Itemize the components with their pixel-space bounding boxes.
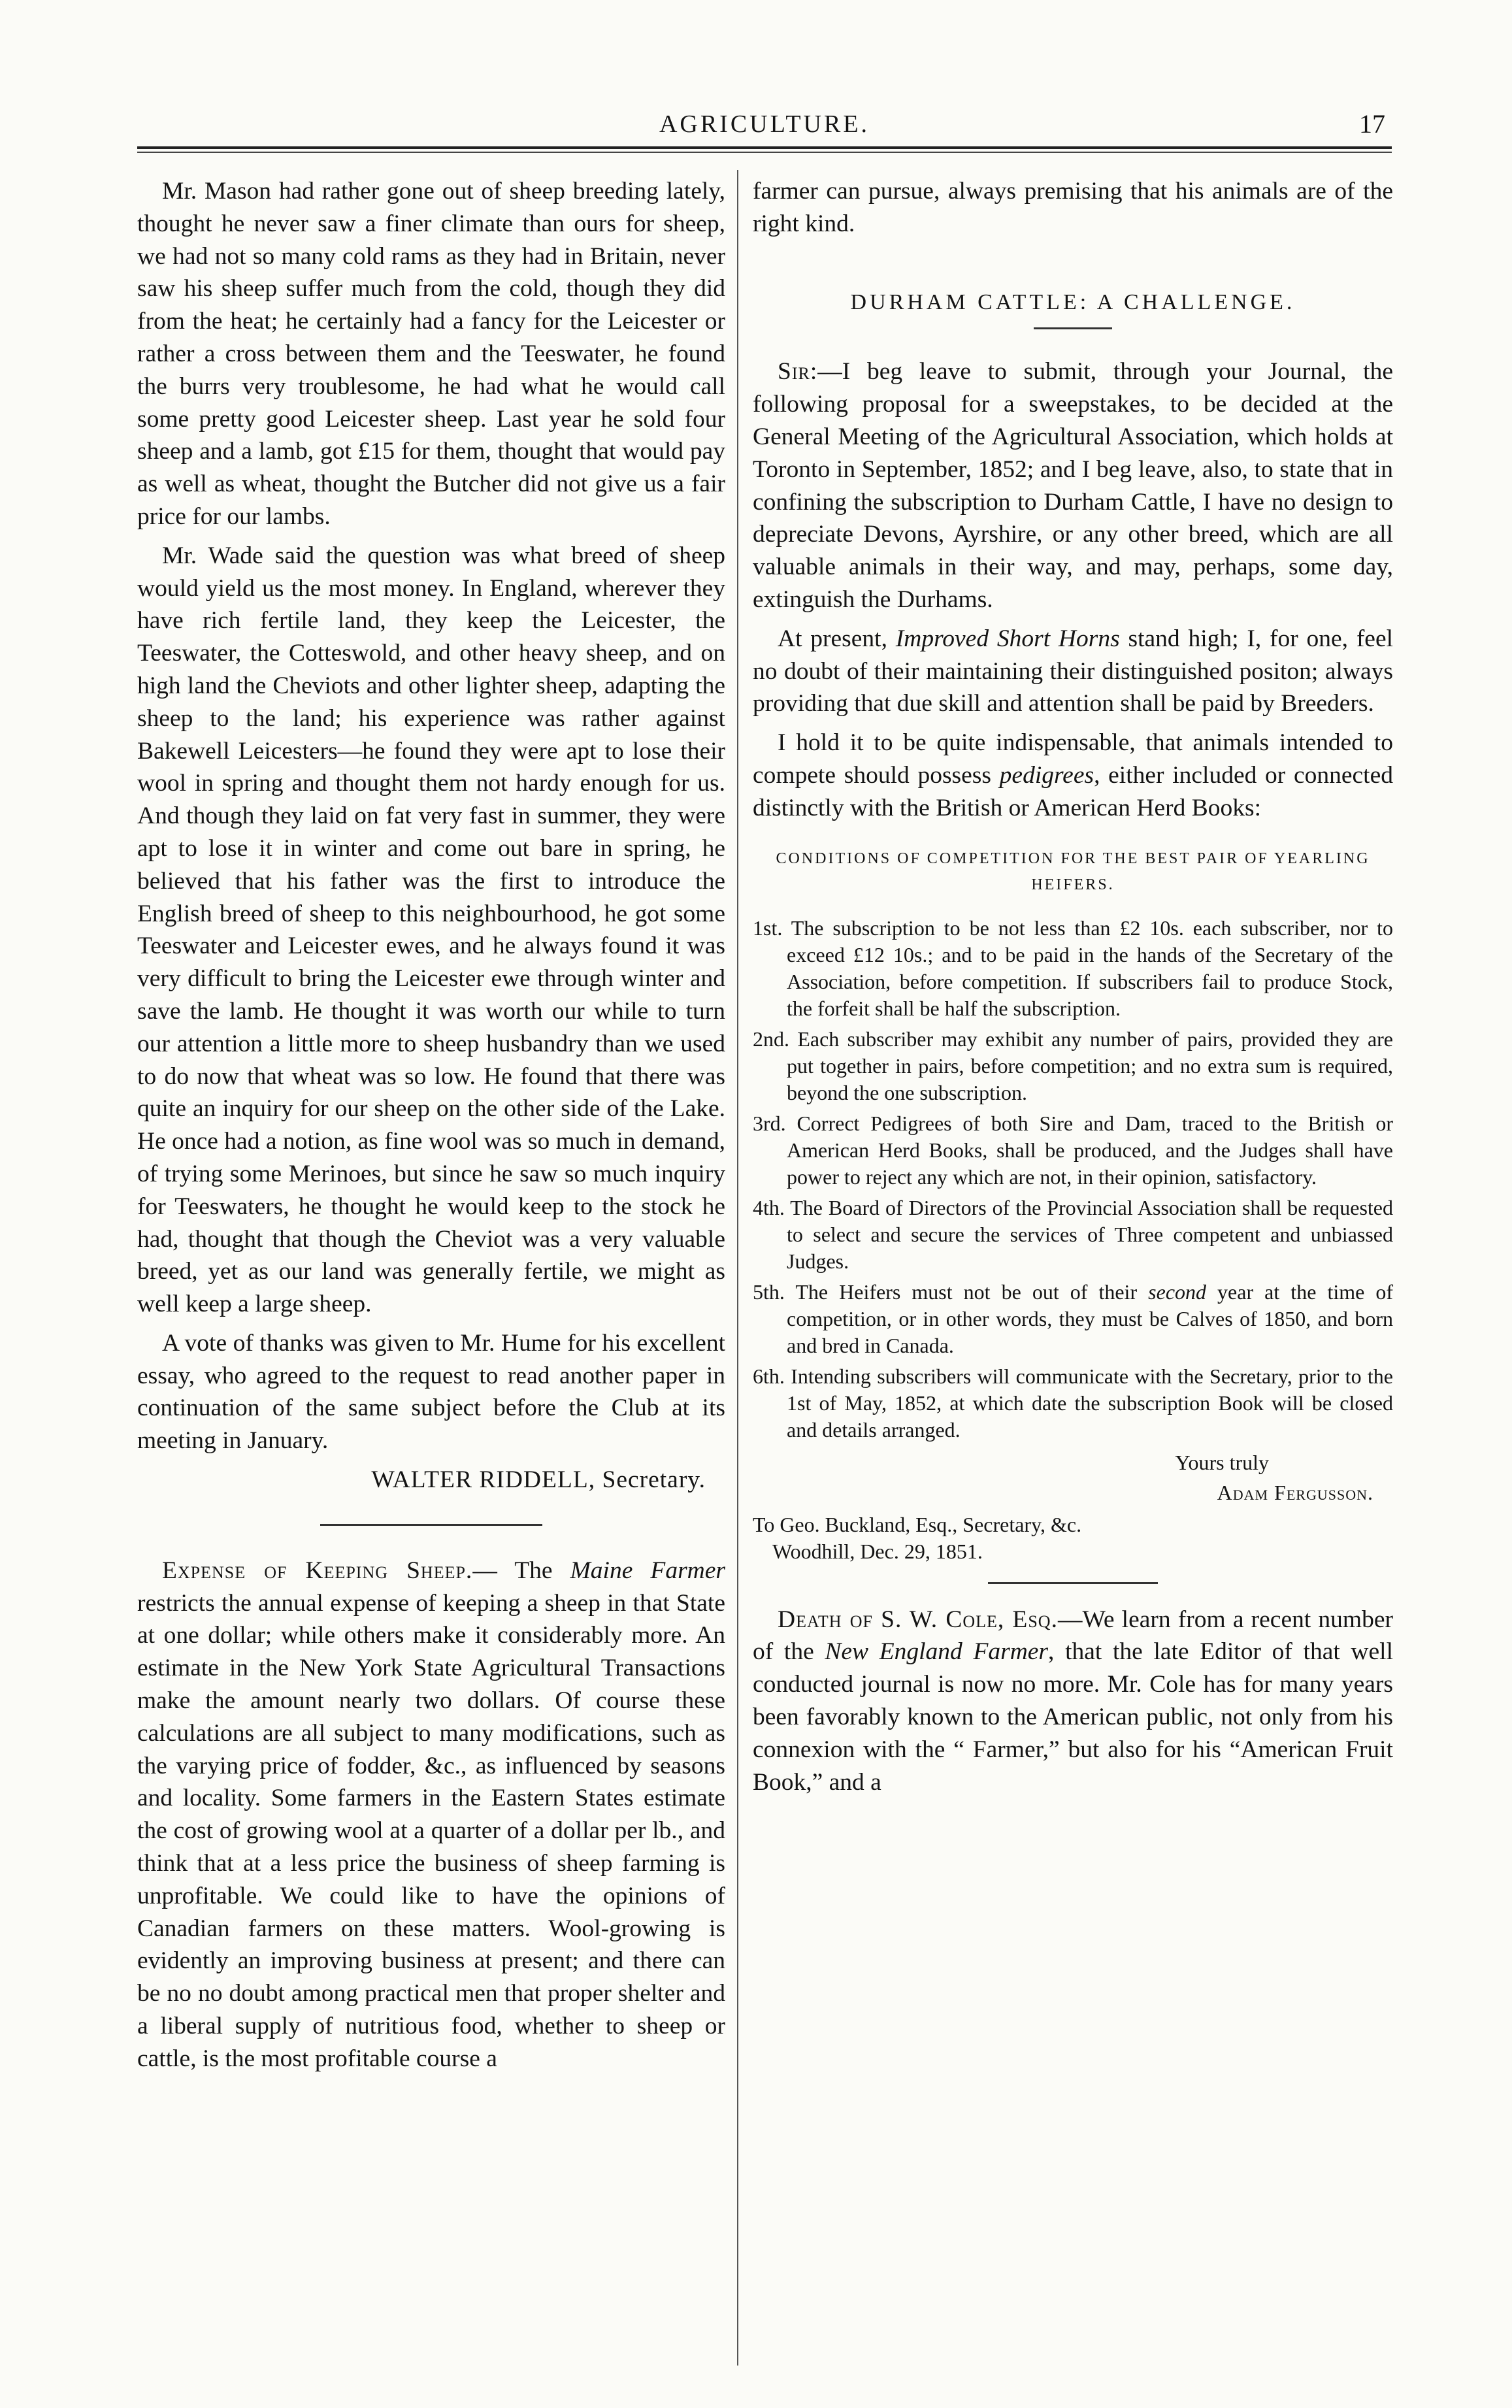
paragraph-mason: Mr. Mason had rather gone out of sheep breeding lately, thought he never saw a finer climate than ours for sheep, we had not so many cold rams as they had in Britain, never saw his sheep suffer much from the cold, though they did from the heat; he certainly had a fancy for the Leicester or rather a cross between them and the Teeswater, he found the burrs very troublesome, he had what he would call some pretty good Leicester sheep. Last year he sold four sheep and a lamb, got £15 for them, thought that would pay as well as wheat, thought the Butcher did not give us a fair price for our lambs. — [137, 178, 725, 530]
condition-2: 2nd. Each subscriber may exhibit any number of pairs, provided they are put together in pairs, before competition; and no extra sum is required, beyond the one subscription. — [753, 1027, 1393, 1104]
durham-p1-body: —I beg leave to submit, through your Journal, the following proposal for a sweepstakes, to be decided at the General Meeting of the Agricultural Association, which holds at Toronto in September, 1852; and I beg leave, also, to state that in confining the subscription to Durham Cattle, I have no design to depreciate Devons, Ayrshire, or any other breed, which are all valuable animals in their way, and may, perhaps, some day, extinguish the Durhams. — [753, 358, 1393, 613]
page-header — [137, 91, 1392, 152]
heading-rule — [1034, 327, 1112, 329]
running-title: AGRICULTURE. — [659, 110, 870, 138]
expense-body: restricts the annual expense of keeping a sheep in that State at one dollar; while others make it considerably more. An estimate in the New York State Agricultural Transactions make the amount nearly two dollars. Of course these calculations are all subject to many modifications, such as the varying price of fodder, &c., as influenced by seasons and locality. Some farmers in the Eastern States estimate the cost of growing wool at a quarter of a dollar per lb., and think that at a less price the business of sheep farming is unprofitable. We could like to have the opinions of Canadian farmers on these matters. Wool-growing is evidently an improving business at present; and there can be no no doubt among practical men that proper shelter and a liberal supply of nutritious food, whether to sheep or cattle, is the most profitable course a — [137, 1589, 725, 2072]
expense-lead: Expense of Keeping Sheep. — [162, 1557, 473, 1584]
condition-5 — [753, 1279, 1393, 1359]
signer-name: Adam Fergusson. — [1217, 1480, 1373, 1504]
continuation-text: farmer can pursue, always premising that his animals are of the right kind. — [753, 178, 1393, 237]
second-italic: second — [1148, 1279, 1207, 1304]
article-expense — [137, 1555, 725, 2075]
secretary-signature: WALTER RIDDELL, Secretary. — [371, 1466, 706, 1494]
durham-paragraph-1 — [753, 355, 1393, 616]
page-number: 17 — [1359, 109, 1385, 139]
conditions-heading: CONDITIONS OF COMPETITION FOR THE BEST PAIR OF YEARLING HEIFERS. — [776, 849, 1370, 893]
left-column — [137, 175, 725, 2082]
place-date: Woodhill, Dec. 29, 1851. — [772, 1539, 983, 1563]
article-death — [753, 1604, 1393, 1799]
condition-6: 6th. Intending subscribers will communicate with the Secretary, prior to the 1st of May, 1852, at which date the subscription Book will be closed and details arranged. — [753, 1364, 1393, 1442]
expense-pre: — The — [472, 1557, 570, 1584]
durham-heading: DURHAM CATTLE: A CHALLENGE. — [850, 289, 1296, 314]
durham-paragraph-3 — [753, 727, 1393, 824]
closing: Yours truly — [1175, 1450, 1269, 1474]
durham-p3-pre: I hold it to be quite indispensable, that animals intended to compete should possess — [753, 729, 1393, 789]
header-rule-thick — [137, 146, 1392, 149]
condition-5-post: year at the time of competition, or in other words, they must be Calves of 1850, and born and bred in Canada. — [787, 1279, 1394, 1357]
addressee: To Geo. Buckland, Esq., Secretary, &c. — [753, 1512, 1082, 1536]
condition-5-pre: 5th. The Heifers must not be out of their — [753, 1279, 1149, 1304]
death-body: , that the late Editor of that well conducted journal is now no more. Mr. Cole has for many years been favorably known to the American public, not only from his connexion with the “ Farmer,” but also for his “American Fruit Book,” and a — [753, 1638, 1393, 1796]
durham-paragraph-2 — [753, 623, 1393, 720]
paragraph-vote: A vote of thanks was given to Mr. Hume for his excellent essay, who agreed to the request to read another paper in continuation of the same subject before the Club at its meeting in January. — [137, 1329, 725, 1455]
condition-3: 3rd. Correct Pedigrees of both Sire and Dam, traced to the British or American Herd Books, shall be produced, and the Judges shall have power to reject any which are not, in their opinion, satisfactory. — [753, 1111, 1393, 1189]
article-separator-right — [988, 1582, 1158, 1584]
header-rule-thin — [137, 152, 1392, 153]
article-separator — [320, 1524, 542, 1526]
salutation: Sir: — [778, 358, 818, 386]
new-england-farmer-title: New England Farmer — [825, 1638, 1049, 1666]
death-pre: —We learn from a recent number of the — [753, 1606, 1393, 1666]
maine-farmer-title: Maine Farmer — [570, 1557, 725, 1584]
right-column — [753, 175, 1393, 1805]
short-horns-italic: Improved Short Horns — [895, 625, 1120, 652]
durham-p2-pre: At present, — [778, 625, 896, 652]
column-divider — [737, 170, 738, 2366]
pedigrees-italic: pedigrees — [999, 761, 1094, 789]
condition-4: 4th. The Board of Directors of the Provincial Association shall be requested to select and secure the services of Three competent and unbiassed Judges. — [753, 1195, 1393, 1273]
condition-1: 1st. The subscription to be not less than £2 10s. each subscriber, nor to exceed £12 10s.; and to be paid in the hands of the Secretary of the Association, before competition. If subscribers fail to produce Stock, the forfeit shall be half the subscription. — [753, 915, 1393, 1020]
durham-p2-post: stand high; I, for one, feel no doubt of their maintaining their distinguished positon; always providing that due skill and attention shall be paid by Breeders. — [753, 625, 1394, 717]
paragraph-wade: Mr. Wade said the question was what breed of sheep would yield us the most money. In England, wherever they have rich fertile land, they keep the Leicester, the Teeswater, the Cotteswold, and other heavy sheep, and on high land the Cheviots and other lighter sheep, adapting the sheep to the land; his experience was rather against Bakewell Leicesters—he found they were apt to lose their wool in spring and thought them not hardy enough for us. And though they laid on fat very fast in summer, they were apt to lose it in winter and come out bare in spring, he believed that his father was the first to introduce the English breed of sheep to this neighbourhood, he got some Teeswater and Leicester ewes, and he always found it was very difficult to bring the Leicester ewe through winter and save the lamb. He thought it was worth our while to turn our attention a little more to sheep husbandry than we used to do now that wheat was so low. He found that there was quite an inquiry for our sheep on the other side of the Lake. He once had a notion, as fine wool was so much in demand, of trying some Merinoes, but since he saw so much inquiry for Teeswaters, he thought he would keep to the stock he had, thought that though the Cheviot was a very valuable breed, yet as our land was generally fertile, we might as well keep a large sheep. — [137, 542, 725, 1318]
death-lead: Death of S. W. Cole, Esq. — [778, 1606, 1058, 1633]
durham-p3-post: , either included or connected distinctly with the British or American Herd Books: — [753, 761, 1393, 821]
